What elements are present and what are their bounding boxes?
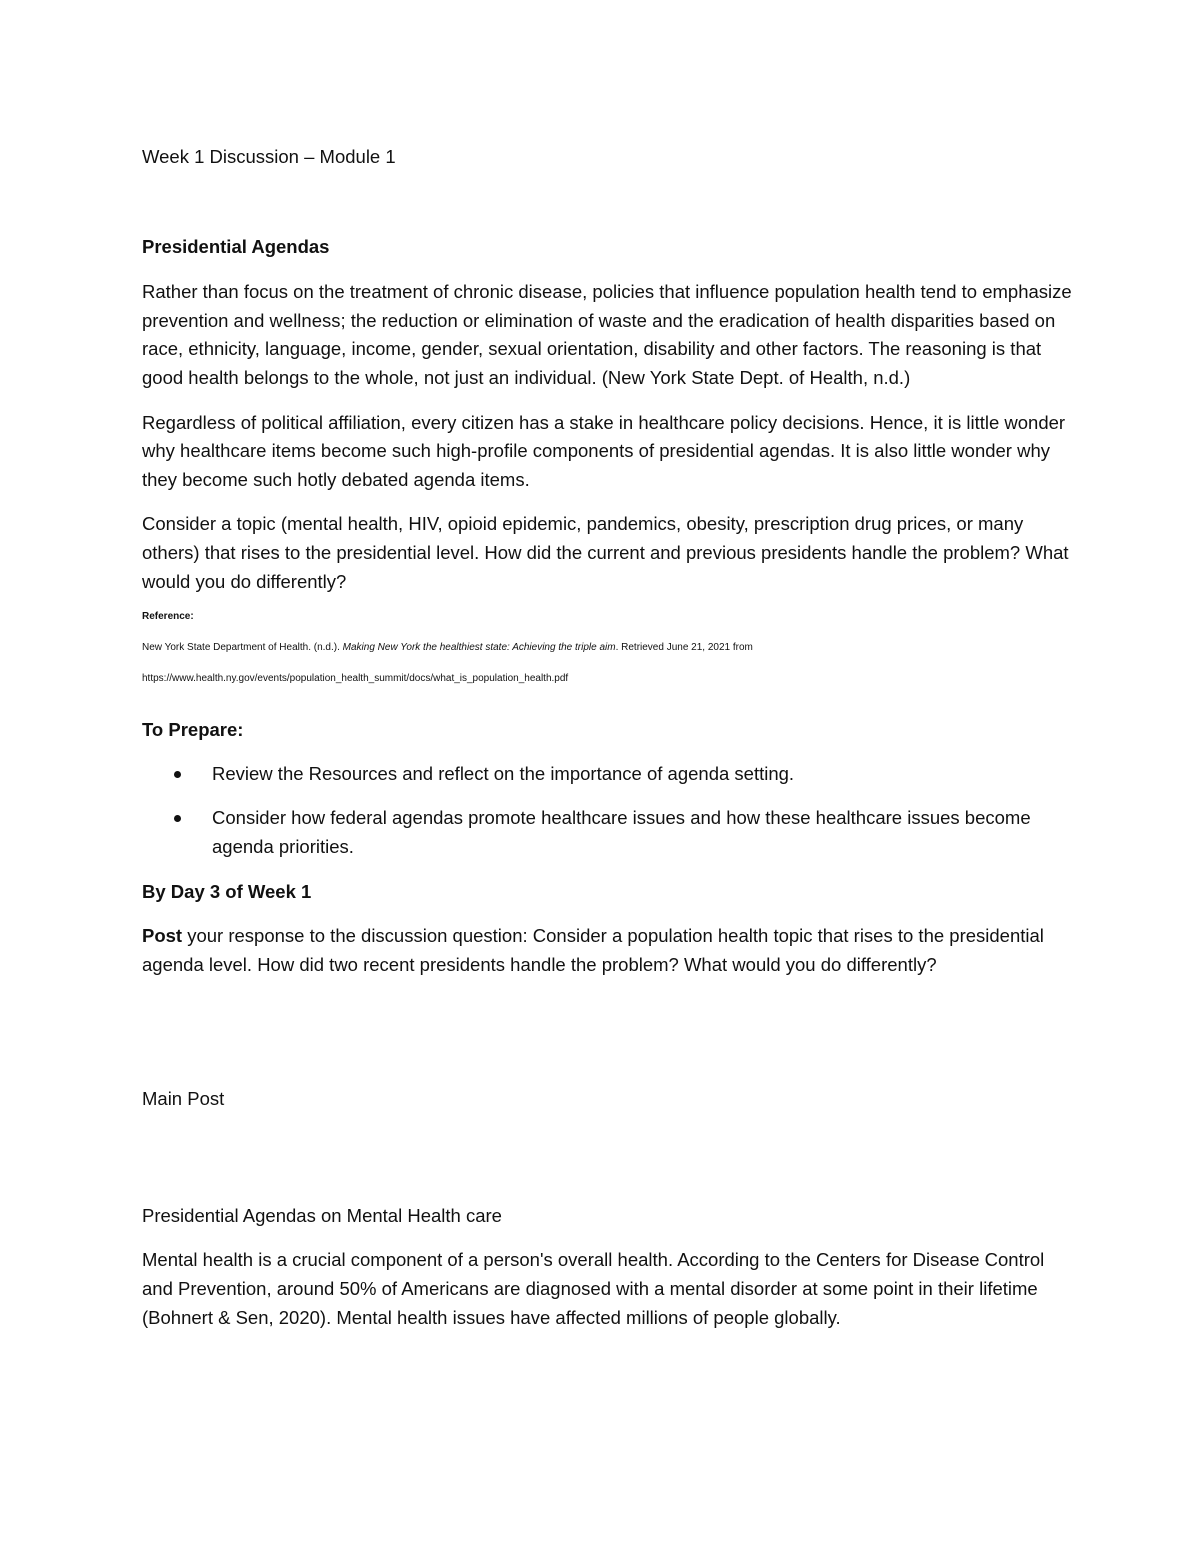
section-title: Presidential Agendas (142, 235, 330, 257)
to-prepare-list (142, 760, 1072, 862)
mental-health-paragraph: Mental health is a crucial component of a person's overall health. According to the Centers for Disease Control and Prevention, around 50% of Americans are diagnosed with a mental disorder at some point in their lifetime (Bohnert & Sen, 2020). Mental health issues have affected millions of people globally. (142, 1249, 1045, 1328)
main-post-label: Main Post (142, 1088, 225, 1110)
list-item-text: Consider how federal agendas promote healthcare issues and how these healthcare issues become agenda priorities. (212, 807, 1031, 857)
bullet-icon (174, 771, 181, 778)
post-bold-label: Post (142, 925, 183, 947)
list-item (142, 760, 1072, 789)
reference-citation-end: . Retrieved June 21, 2021 from (615, 642, 753, 654)
reference-label: Reference: (142, 611, 194, 623)
reference-citation-start: New York State Department of Health. (n.d.). (142, 642, 343, 654)
reference-citation-title: Making New York the healthiest state: Achieving the triple aim (342, 642, 616, 654)
document-header: Week 1 Discussion – Module 1 (142, 146, 396, 167)
reference-url[interactable]: https://www.health.ny.gov/events/population_health_summit/docs/what_is_population_health.pdf (142, 673, 569, 685)
document-content (142, 143, 1072, 1332)
list-item-text: Review the Resources and reflect on the importance of agenda setting. (212, 762, 795, 784)
list-item (142, 804, 1072, 861)
post-instructions (142, 922, 1072, 979)
to-prepare-title: To Prepare: (142, 719, 244, 741)
paragraph-1: Rather than focus on the treatment of chronic disease, policies that influence population health tend to emphasize prevention and wellness; the reduction or elimination of waste and the eradication of health disparities based on race, ethnicity, language, income, gender, sexual orientation, disability and other factors. The reasoning is that good health belongs to the whole, not just an individual. (New York State Dept. of Health, n.d.) (142, 281, 1072, 388)
bullet-icon (174, 815, 181, 822)
agenda-title: Presidential Agendas on Mental Health care (142, 1204, 502, 1226)
paragraph-3: Consider a topic (mental health, HIV, opioid epidemic, pandemics, obesity, prescription drug prices, or many others) that rises to the presidential level. How did the current and previous presidents handle the problem? What would you do differently? (142, 513, 1069, 592)
by-day-title: By Day 3 of Week 1 (142, 880, 312, 902)
reference-citation (142, 641, 1072, 655)
paragraph-2: Regardless of political affiliation, every citizen has a stake in healthcare policy decisions. Hence, it is little wonder why healthcare items become such high-profile components of presidential agendas. It is also little wonder why they become such hotly debated agenda items. (142, 411, 1066, 490)
post-instructions-text: your response to the discussion question: Consider a population health topic that rises to the presidential agenda level. How did two recent presidents handle the problem? What would you do differently? (142, 925, 1044, 975)
